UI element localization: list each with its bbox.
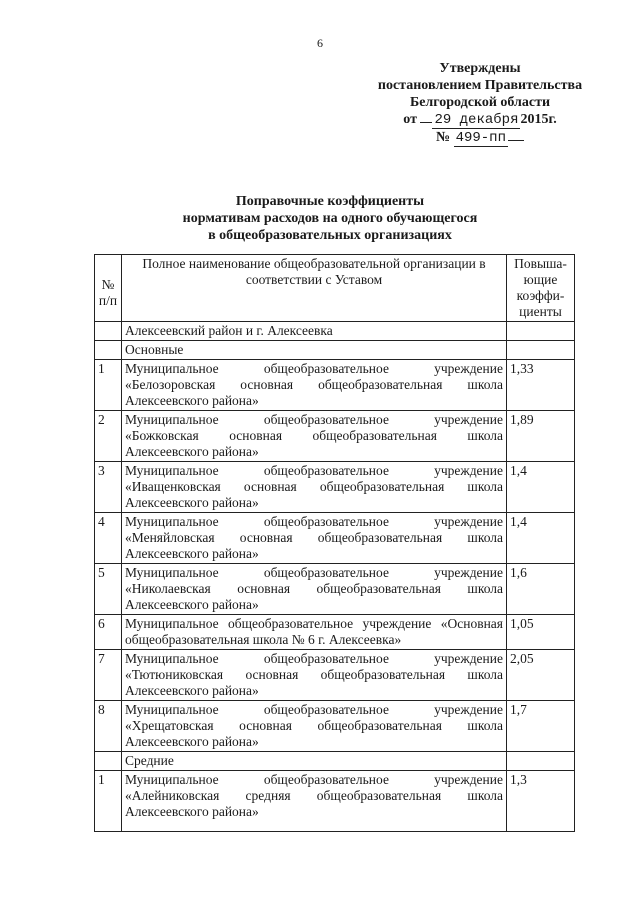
organization-name-line: Муниципальное общеобразовательное учреждение	[125, 361, 503, 376]
organization-name	[122, 650, 507, 701]
organization-name-line: Муниципальное общеобразовательное учреждение	[125, 565, 503, 580]
approval-line2: постановлением Правительства	[377, 78, 583, 93]
approval-line1: Утверждены	[439, 61, 521, 76]
organization-name-line: Муниципальное общеобразовательное учреждение	[125, 651, 503, 666]
row-number: 6	[95, 615, 122, 650]
approval-date	[360, 111, 600, 129]
organization-name-line: Муниципальное общеобразовательное учреждение «Основная	[125, 616, 503, 631]
row-number: 1	[95, 360, 122, 411]
row-number: 3	[95, 462, 122, 513]
section-row	[95, 341, 575, 360]
section-row	[95, 752, 575, 771]
organization-name	[122, 462, 507, 513]
organization-name-line: Алексеевского района»	[125, 683, 259, 698]
coefficient-value: 1,6	[507, 564, 575, 615]
title-line3: в общеобразовательных организациях	[208, 228, 452, 243]
region-label: Алексеевский район и г. Алексеевка	[122, 322, 507, 341]
coefficient-value: 1,33	[507, 360, 575, 411]
table-row	[95, 360, 575, 411]
organization-name-line: «Божковская основная общеобразовательная школа	[125, 428, 503, 443]
table-row	[95, 462, 575, 513]
date-value: 29 декабря	[434, 112, 519, 128]
organization-name-line: Алексеевского района»	[125, 597, 259, 612]
section-label: Средние	[122, 752, 507, 771]
organization-name-line: «Хрещатовская основная общеобразовательная школа	[125, 718, 503, 733]
organization-name	[122, 360, 507, 411]
coefficient-value: 1,05	[507, 615, 575, 650]
row-number: 1	[95, 771, 122, 832]
number-prefix: №	[436, 130, 451, 145]
organization-name	[122, 411, 507, 462]
organization-name	[122, 564, 507, 615]
organization-name-line: Муниципальное общеобразовательное учреждение	[125, 463, 503, 478]
region-row	[95, 322, 575, 341]
organization-name-line: Алексеевского района»	[125, 393, 259, 408]
header-name: Полное наименование общеобразовательной организации в соответствии с Уставом	[122, 255, 507, 322]
date-prefix: от	[403, 112, 417, 127]
row-number: 2	[95, 411, 122, 462]
coefficient-value: 1,3	[507, 771, 575, 832]
organization-name	[122, 513, 507, 564]
organization-name-line: Алексеевского района»	[125, 495, 259, 510]
document-title	[150, 193, 510, 244]
row-number: 8	[95, 701, 122, 752]
coefficient-value: 1,4	[507, 513, 575, 564]
organization-name	[122, 615, 507, 650]
approval-line3: Белгородской области	[409, 95, 551, 110]
date-suffix: 2015г.	[520, 112, 557, 127]
organization-name-line: Алексеевского района»	[125, 734, 259, 749]
header-num: № п/п	[95, 255, 122, 322]
table-row	[95, 615, 575, 650]
row-number: 4	[95, 513, 122, 564]
row-number: 5	[95, 564, 122, 615]
title-line2: нормативам расходов на одного обучающегося	[182, 211, 478, 226]
coefficient-value: 2,05	[507, 650, 575, 701]
row-number: 7	[95, 650, 122, 701]
table-row	[95, 771, 575, 832]
organization-name-line: Алексеевского района»	[125, 444, 259, 459]
coefficients-table	[94, 254, 575, 832]
table-row	[95, 650, 575, 701]
organization-name-line: «Николаевская основная общеобразовательная школа	[125, 581, 503, 596]
section-label: Основные	[122, 341, 507, 360]
coefficient-value: 1,4	[507, 462, 575, 513]
organization-name-line: Алексеевского района»	[125, 546, 259, 561]
approval-number	[360, 129, 600, 147]
number-value: 499-пп	[455, 130, 506, 146]
organization-name-line: «Иващенковская основная общеобразовательная школа	[125, 479, 503, 494]
organization-name	[122, 701, 507, 752]
coefficient-value: 1,89	[507, 411, 575, 462]
header-coef: Повыша-ющие коэффи-циенты	[507, 255, 575, 322]
organization-name-line: «Алейниковская средняя общеобразовательная школа	[125, 788, 503, 803]
table-row	[95, 701, 575, 752]
organization-name-line: Муниципальное общеобразовательное учреждение	[125, 514, 503, 529]
organization-name-line: Алексеевского района»	[125, 804, 259, 819]
table-row	[95, 513, 575, 564]
page-number: 6	[317, 36, 323, 50]
approval-stamp	[360, 60, 600, 147]
table-row	[95, 411, 575, 462]
organization-name	[122, 771, 507, 832]
organization-name-line: Муниципальное общеобразовательное учреждение	[125, 702, 503, 717]
title-line1: Поправочные коэффициенты	[235, 194, 425, 209]
organization-name-line: Муниципальное общеобразовательное учреждение	[125, 412, 503, 427]
coefficient-value: 1,7	[507, 701, 575, 752]
organization-name-line: «Тютюниковская основная общеобразовательная школа	[125, 667, 503, 682]
organization-name-line: «Белозоровская основная общеобразовательная школа	[125, 377, 503, 392]
organization-name-line: «Меняйловская основная общеобразовательная школа	[125, 530, 503, 545]
table-row	[95, 564, 575, 615]
organization-name-line: Муниципальное общеобразовательное учреждение	[125, 772, 503, 787]
organization-name-line: общеобразовательная школа № 6 г. Алексеевка»	[125, 632, 402, 647]
table-header-row	[95, 255, 575, 322]
